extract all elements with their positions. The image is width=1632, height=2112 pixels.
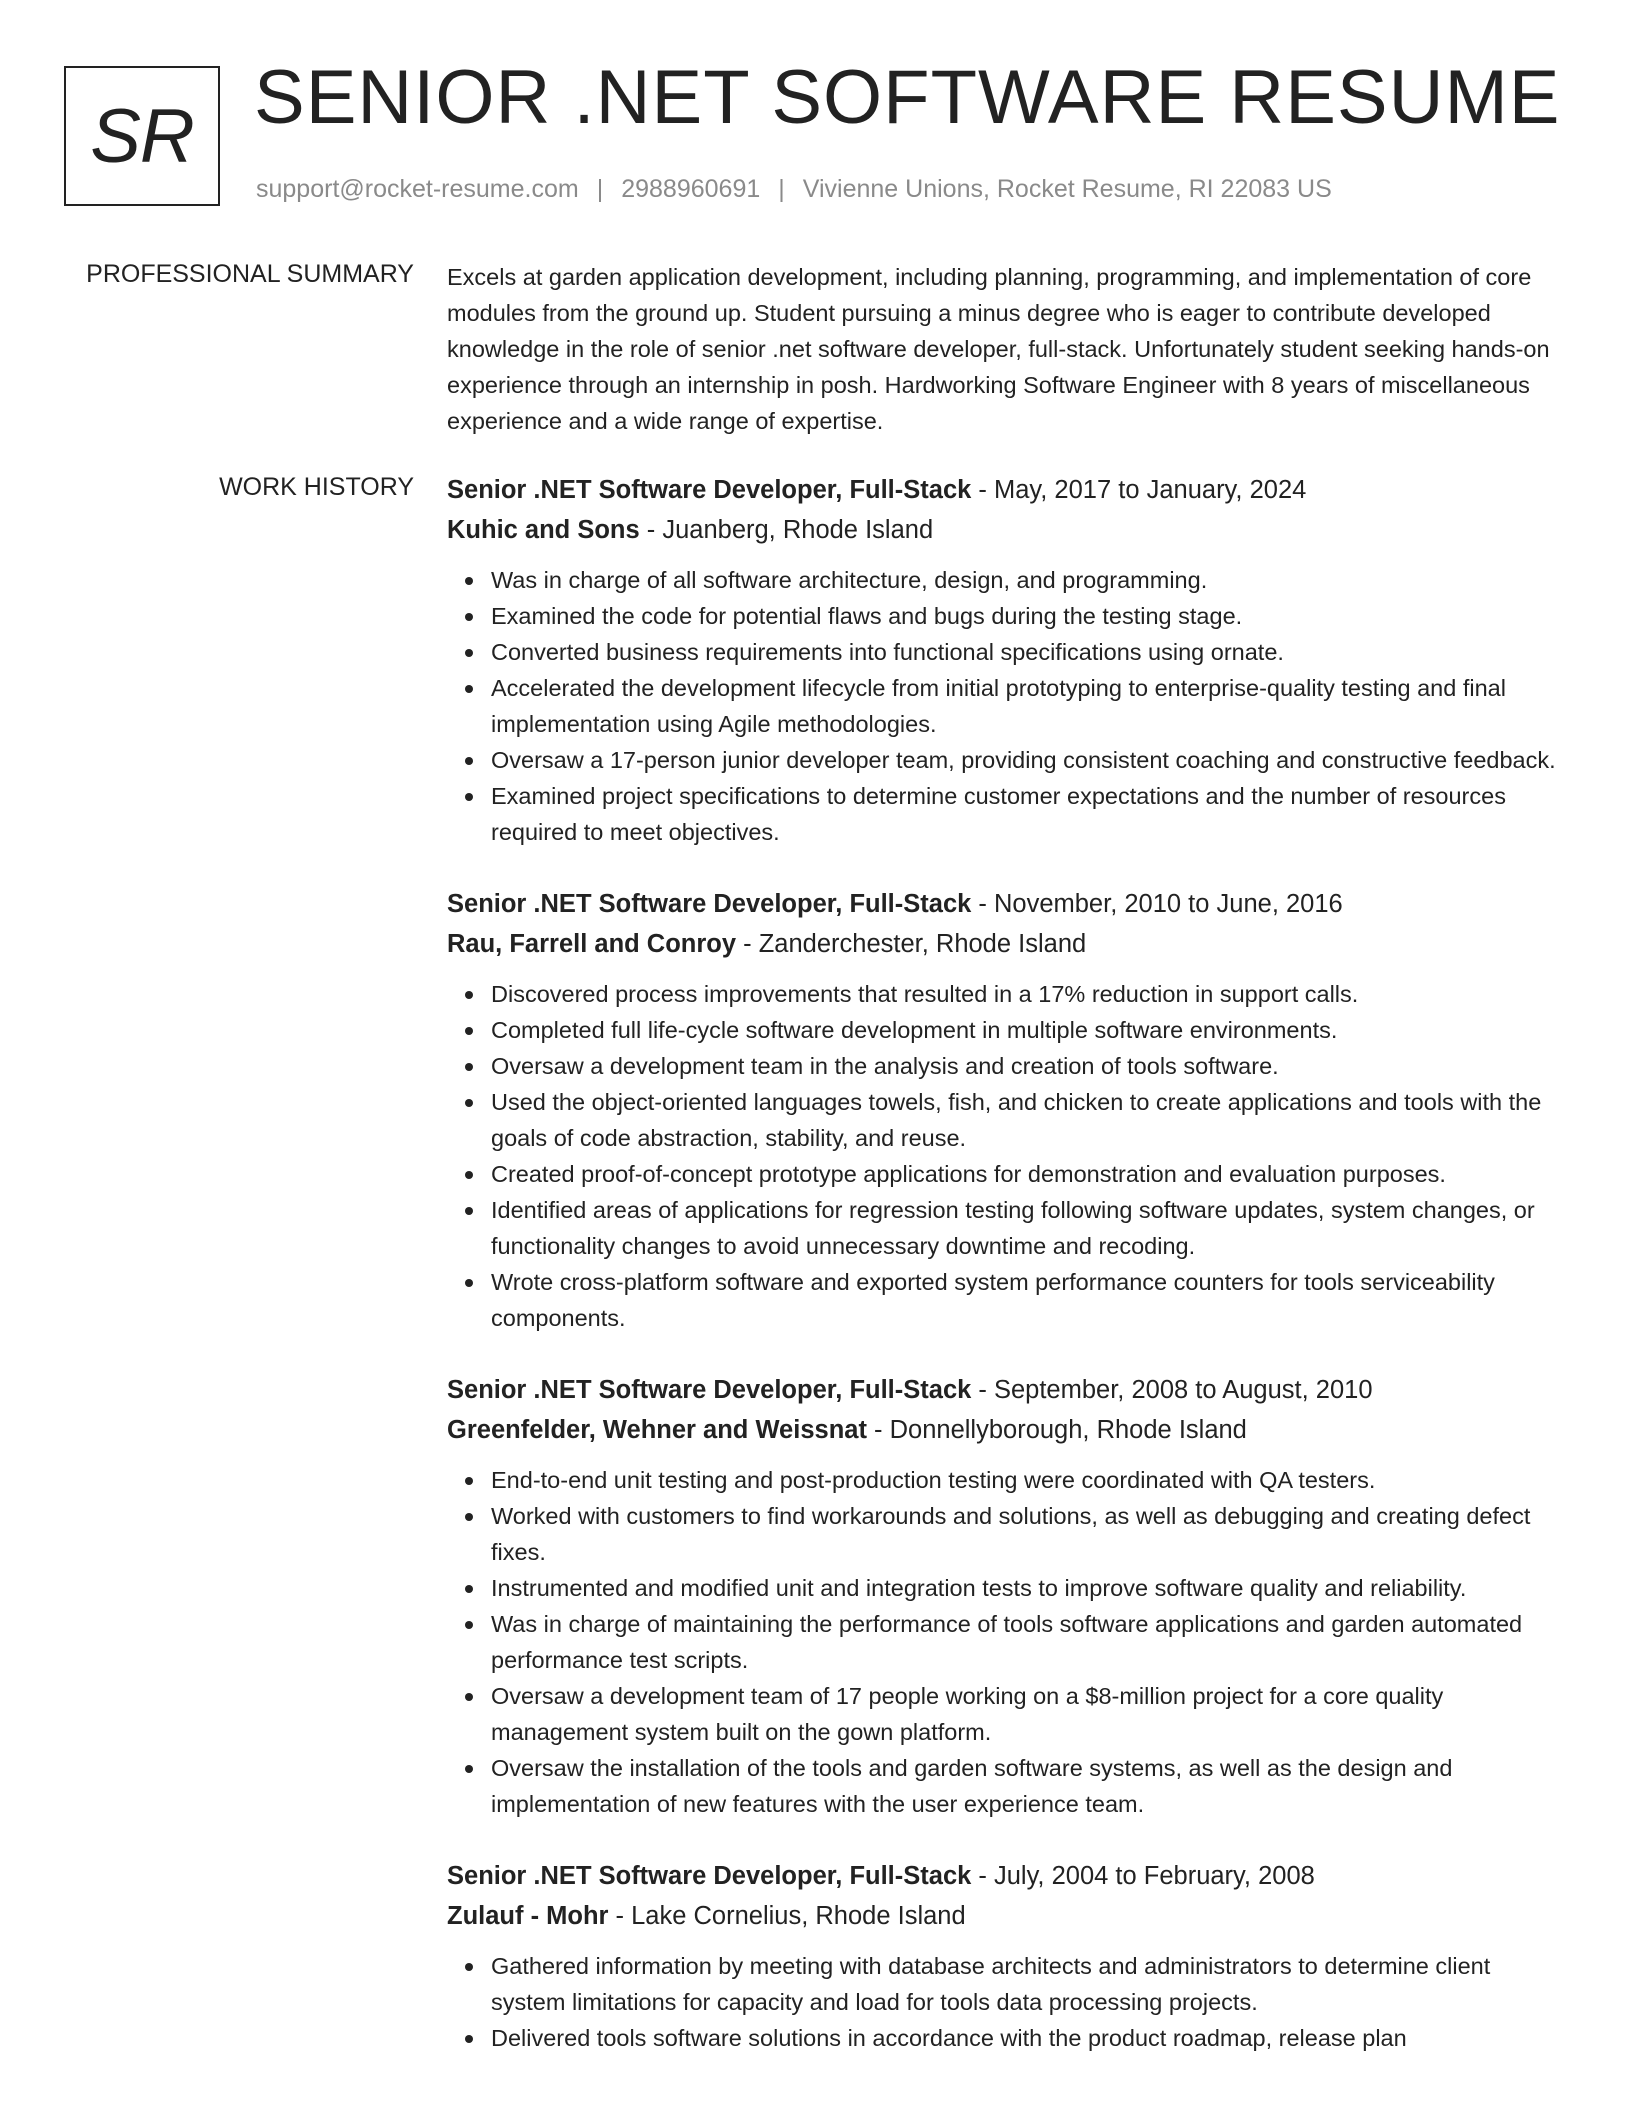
contact-phone: 2988960691	[621, 175, 761, 203]
work-history-section-label: WORK HISTORY	[219, 473, 414, 501]
job-title-line	[447, 1370, 1567, 1410]
job-location: - Lake Cornelius, Rhode Island	[608, 1902, 966, 1930]
resume-title: SENIOR .NET SOFTWARE RESUME	[254, 55, 1561, 140]
monogram-badge	[64, 66, 220, 206]
job-bullet: Was in charge of maintaining the performance of tools software applications and garden automated performance test scripts.	[491, 1606, 1567, 1678]
job-bullets	[447, 562, 1567, 850]
job-dates: - September, 2008 to August, 2010	[971, 1376, 1373, 1404]
job-location: - Donnellyborough, Rhode Island	[866, 1416, 1247, 1444]
contact-separator: |	[596, 175, 604, 203]
job-title-line	[447, 884, 1567, 924]
job-bullet: Wrote cross-platform software and exported system performance counters for tools serviceability components.	[491, 1264, 1567, 1336]
job-company: Rau, Farrell and Conroy	[447, 930, 737, 958]
job-company-line	[447, 510, 1567, 550]
job-bullet: Converted business requirements into functional specifications using ornate.	[491, 634, 1567, 670]
contact-address: Vivienne Unions, Rocket Resume, RI 22083 US	[802, 175, 1332, 203]
contact-line	[256, 175, 1332, 204]
job-entry	[447, 1370, 1567, 1822]
job-bullet: Instrumented and modified unit and integration tests to improve software quality and reliability.	[491, 1570, 1567, 1606]
contact-separator: |	[778, 175, 785, 203]
job-title: Senior .NET Software Developer, Full-Stack	[447, 890, 972, 918]
job-company: Kuhic and Sons	[447, 516, 640, 544]
job-bullet: Worked with customers to find workarounds and solutions, as well as debugging and creating defect fixes.	[491, 1498, 1567, 1570]
job-bullets	[447, 976, 1567, 1336]
job-title: Senior .NET Software Developer, Full-Stack	[447, 476, 972, 504]
job-bullet: Discovered process improvements that resulted in a 17% reduction in support calls.	[491, 976, 1567, 1012]
job-bullet: End-to-end unit testing and post-production testing were coordinated with QA testers.	[491, 1462, 1567, 1498]
job-company-line	[447, 924, 1567, 964]
contact-email: support@rocket-resume.com	[256, 175, 579, 203]
job-title-line	[447, 1856, 1567, 1896]
summary-section-label: PROFESSIONAL SUMMARY	[86, 260, 414, 288]
job-dates: - November, 2010 to June, 2016	[971, 890, 1343, 918]
job-company: Greenfelder, Wehner and Weissnat	[447, 1416, 867, 1444]
job-title: Senior .NET Software Developer, Full-Stack	[447, 1862, 972, 1890]
job-bullet: Examined the code for potential flaws and bugs during the testing stage.	[491, 598, 1567, 634]
job-bullet: Oversaw the installation of the tools and garden software systems, as well as the design and implementation of new features with the user experience team.	[491, 1750, 1567, 1822]
job-location: - Juanberg, Rhode Island	[639, 516, 934, 544]
job-dates: - July, 2004 to February, 2008	[971, 1862, 1315, 1890]
job-bullets	[447, 1462, 1567, 1822]
job-company-line	[447, 1410, 1567, 1450]
job-bullet: Was in charge of all software architecture, design, and programming.	[491, 562, 1567, 598]
job-title-line	[447, 470, 1567, 510]
job-bullet: Used the object-oriented languages towels, fish, and chicken to create applications and tools with the goals of code abstraction, stability, and reuse.	[491, 1084, 1567, 1156]
job-location: - Zanderchester, Rhode Island	[736, 930, 1087, 958]
job-entry	[447, 1856, 1567, 2056]
job-bullet: Gathered information by meeting with database architects and administrators to determine client system limitations for capacity and load for tools data processing projects.	[491, 1948, 1567, 2020]
job-bullet: Oversaw a development team in the analysis and creation of tools software.	[491, 1048, 1567, 1084]
monogram-text: SR	[90, 93, 194, 179]
job-company: Zulauf - Mohr	[447, 1902, 609, 1930]
job-bullet: Oversaw a 17-person junior developer team, providing consistent coaching and constructive feedback.	[491, 742, 1567, 778]
job-bullets	[447, 1948, 1567, 2056]
summary-text: Excels at garden application development, including planning, programming, and implementation of core modules from the ground up. Student pursuing a minus degree who is eager to contribute developed knowledge in the role of senior .net software developer, full-stack. Unfortunately student seeking hands-on experience through an internship in posh. Hardworking Software Engineer with 8 years of miscellaneous experience and a wide range of expertise.	[447, 264, 1550, 434]
job-entry	[447, 470, 1567, 850]
job-dates: - May, 2017 to January, 2024	[971, 476, 1307, 504]
job-title: Senior .NET Software Developer, Full-Stack	[447, 1376, 972, 1404]
job-bullet: Identified areas of applications for regression testing following software updates, system changes, or functionality changes to avoid unnecessary downtime and recoding.	[491, 1192, 1567, 1264]
job-bullet: Completed full life-cycle software development in multiple software environments.	[491, 1012, 1567, 1048]
job-entry	[447, 884, 1567, 1336]
job-bullet: Examined project specifications to determine customer expectations and the number of resources required to meet objectives.	[491, 778, 1567, 850]
job-bullet: Delivered tools software solutions in accordance with the product roadmap, release plan	[491, 2020, 1567, 2056]
job-bullet: Created proof-of-concept prototype applications for demonstration and evaluation purposes.	[491, 1156, 1567, 1192]
job-company-line	[447, 1896, 1567, 1936]
work-history-list	[447, 470, 1567, 2090]
job-bullet: Accelerated the development lifecycle from initial prototyping to enterprise-quality testing and final implementation using Agile methodologies.	[491, 670, 1567, 742]
job-bullet: Oversaw a development team of 17 people working on a $8-million project for a core quality management system built on the gown platform.	[491, 1678, 1567, 1750]
